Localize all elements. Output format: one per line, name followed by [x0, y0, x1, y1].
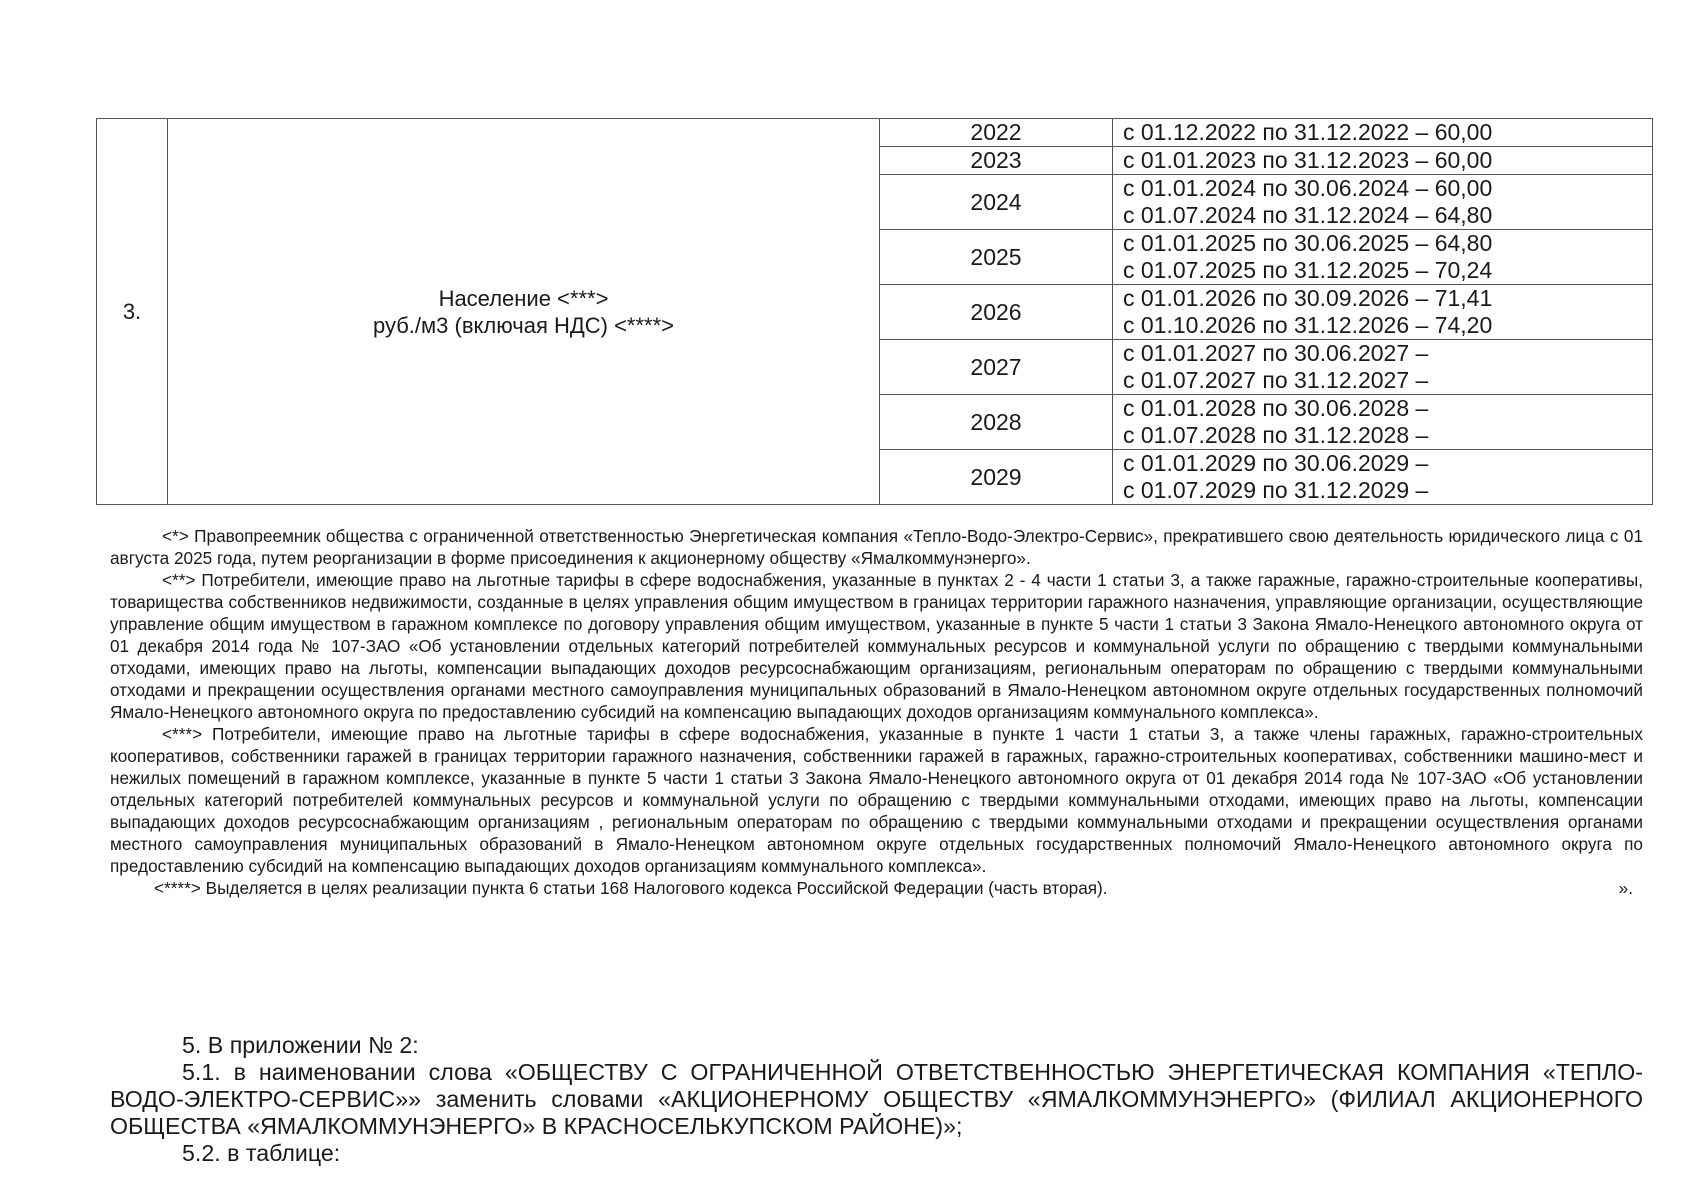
year-cell: 2026 — [880, 285, 1113, 340]
footnote-4-line — [110, 877, 1643, 899]
rate-period: с 01.07.2025 по 31.12.2025 – 70,24 — [1123, 257, 1493, 283]
rate-period: с 01.01.2029 по 30.06.2029 – — [1123, 450, 1429, 476]
rate-cell — [1113, 395, 1653, 450]
closing-quote: ». — [1618, 878, 1633, 898]
footnote-2: <**> Потребители, имеющие право на льготные тарифы в сфере водоснабжения, указанные в пунктах 2 - 4 части 1 статьи 3, а также гаражные, гаражно-строительные кооперативы, товарищества собственников недвижимости, созданные в целях управления общим имуществом в границах территории гаражного назначения, управляющие организации, осуществляющие управление общим имуществом в гаражном комплексе по договору управления общим имуществом, указанные в пункте 5 части 1 статьи 3 Закона Ямало-Ненецкого автономного округа от 01 декабря 2014 года № 107-ЗАО «Об установлении отдельных категорий потребителей коммунальных ресурсов и коммунальной услуги по обращению с твердыми коммунальными отходами, имеющих право на льготы, компенсации выпадающих доходов ресурсоснабжающим организациям, региональным операторам по обращению с твердыми коммунальными отходами и прекращении осуществления органами местного самоуправления муниципальных образований в Ямало-Ненецком автономном округе отдельных государственных полномочий Ямало-Ненецкого автономного округа по предоставлению субсидий на компенсацию выпадающих доходов организациям коммунального комплекса». — [110, 570, 1643, 722]
rate-period: с 01.07.2029 по 31.12.2029 – — [1123, 477, 1429, 503]
rate-period: с 01.01.2027 по 30.06.2027 – — [1123, 340, 1429, 366]
rate-cell — [1113, 230, 1653, 285]
year-cell: 2027 — [880, 340, 1113, 395]
year-cell: 2024 — [880, 175, 1113, 230]
rate-cell — [1113, 175, 1653, 230]
rate-cell — [1113, 340, 1653, 395]
year-cell: 2025 — [880, 230, 1113, 285]
amendment-5-1: 5.1. в наименовании слова «ОБЩЕСТВУ С ОГРАНИЧЕННОЙ ОТВЕТСТВЕННОСТЬЮ ЭНЕРГЕТИЧЕСКАЯ КОМПАНИЯ «ТЕПЛО-ВОДО-ЭЛЕКТРО-СЕРВИС»» заменить словами «АКЦИОНЕРНОМУ ОБЩЕСТВУ «ЯМАЛКОММУНЭНЕРГО» (ФИЛИАЛ АКЦИОНЕРНОГО ОБЩЕСТВА «ЯМАЛКОММУНЭНЕРГО» В КРАСНОСЕЛЬКУПСКОМ РАЙОНЕ)»; — [110, 1059, 1643, 1139]
table-row — [97, 119, 1653, 147]
year-cell: 2029 — [880, 450, 1113, 505]
rate-period: с 01.01.2025 по 30.06.2025 – 64,80 — [1123, 230, 1493, 256]
row-number-cell: 3. — [97, 119, 168, 505]
year-cell: 2022 — [880, 119, 1113, 147]
footnote-1: <*> Правопреемник общества с ограниченной ответственностью Энергетическая компания «Тепло-Водо-Электро-Сервис», прекратившего свою деятельность юридического лица с 01 августа 2025 года, путем реорганизации в форме присоединения к акционерному обществу «Ямалкоммунэнерго». — [110, 526, 1643, 568]
rate-period: с 01.07.2024 по 31.12.2024 – 64,80 — [1123, 202, 1493, 228]
rate-period: с 01.01.2028 по 30.06.2028 – — [1123, 395, 1429, 421]
amendments — [110, 1032, 1643, 1167]
amendment-5: 5. В приложении № 2: — [182, 1032, 419, 1058]
rate-period: с 01.07.2028 по 31.12.2028 – — [1123, 422, 1429, 448]
footnotes — [110, 525, 1643, 899]
unit-label: руб./м3 (включая НДС) <****> — [372, 312, 675, 338]
rate-cell — [1113, 119, 1653, 147]
rate-cell — [1113, 285, 1653, 340]
rate-period: с 01.10.2026 по 31.12.2026 – 74,20 — [1123, 312, 1493, 338]
rate-period: с 01.01.2023 по 31.12.2023 – 60,00 — [1123, 147, 1493, 173]
consumer-category-cell — [168, 119, 880, 505]
rate-period: с 01.07.2027 по 31.12.2027 – — [1123, 367, 1429, 393]
rate-period: с 01.12.2022 по 31.12.2022 – 60,00 — [1123, 119, 1493, 145]
consumer-category-label: Население <***> — [438, 285, 609, 311]
rate-cell — [1113, 450, 1653, 505]
rate-cell — [1113, 147, 1653, 175]
amendment-5-2: 5.2. в таблице: — [182, 1140, 341, 1166]
tariff-table — [96, 118, 1653, 505]
rate-period: с 01.01.2026 по 30.09.2026 – 71,41 — [1123, 285, 1493, 311]
footnote-3: <***> Потребители, имеющие право на льготные тарифы в сфере водоснабжения, указанные в пункте 1 части 1 статьи 3, а также члены гаражных, гаражно-строительных кооперативов, собственники гаражей в границах территории гаражного назначения, собственники гаражей в гаражных, гаражно-строительных кооперативах, собственники машино-мест и нежилых помещений в гаражном комплексе, указанные в пункте 5 части 1 статьи 3 Закона Ямало-Ненецкого автономного округа от 01 декабря 2014 года № 107-ЗАО «Об установлении отдельных категорий потребителей коммунальных ресурсов и коммунальной услуги по обращению с твердыми коммунальными отходами, имеющих право на льготы, компенсации выпадающих доходов ресурсоснабжающим организациям , региональным операторам по обращению с твердыми коммунальными отходами и прекращении осуществления органами местного самоуправления муниципальных образований в Ямало-Ненецком автономном округе отдельных государственных полномочий Ямало-Ненецкого автономного округа по предоставлению субсидий на компенсацию выпадающих доходов организациям коммунального комплекса». — [110, 724, 1643, 876]
year-cell: 2028 — [880, 395, 1113, 450]
year-cell: 2023 — [880, 147, 1113, 175]
footnote-4: <****> Выделяется в целях реализации пункта 6 статьи 168 Налогового кодекса Российской Федерации (часть вторая). — [154, 878, 1108, 898]
tariff-table-body — [97, 119, 1653, 505]
rate-period: с 01.01.2024 по 30.06.2024 – 60,00 — [1123, 175, 1493, 201]
